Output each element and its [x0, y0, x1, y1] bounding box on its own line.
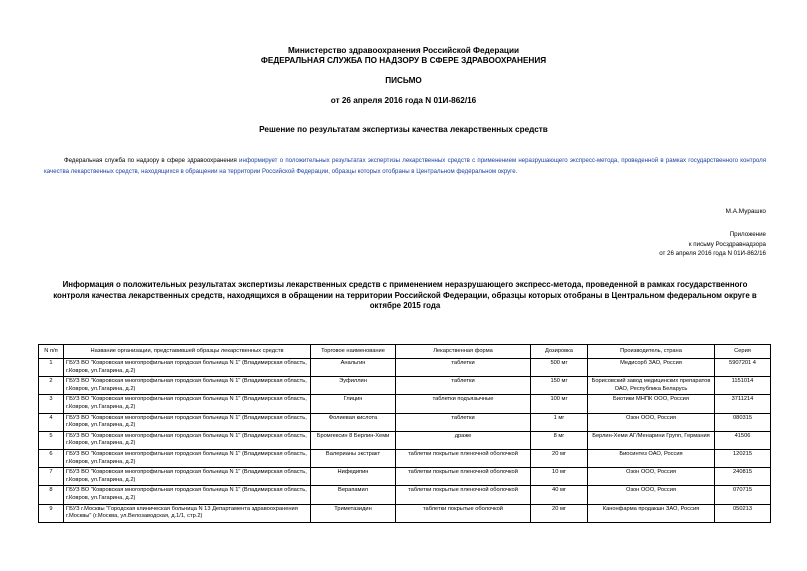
cell-manufacturer: Канонфарма продакшн ЗАО, Россия — [588, 504, 715, 522]
cell-manufacturer: Медисорб ЗАО, Россия — [588, 359, 715, 377]
table-row — [39, 504, 771, 522]
cell-dosage-form: таблетки покрытые пленочной оболочкой — [396, 449, 531, 467]
cell-organization: ГБУЗ ВО "Ковровская многопрофильная городская больница N 1" (Владимирская область, г.Ковров, ул.Гагарина, д.2) — [64, 377, 311, 395]
service-name: ФЕДЕРАЛЬНАЯ СЛУЖБА ПО НАДЗОРУ В СФЕРЕ ЗДРАВООХРАНЕНИЯ — [260, 56, 547, 65]
annex-title: Информация о положительных результатах экспертизы лекарственных средств с применением неразрушающего экспресс-метода, проведенной в рамках государственного контроля качества лекарственных средств, находящихся в обращении на территории Российской Федерации, образцы которых отобраны в Центральном федеральном округе в октябре 2015 года — [53, 280, 757, 310]
cell-dosage: 20 мг — [531, 504, 588, 522]
cell-dosage-form: таблетки подъязычные — [396, 395, 531, 413]
cell-dosage: 1 мг — [531, 413, 588, 431]
cell-dosage-form: таблетки — [396, 413, 531, 431]
table-row — [39, 377, 771, 395]
cell-series: 120215 — [715, 449, 771, 467]
cell-trade-name: Нифедипин — [311, 468, 396, 486]
cell-dosage-form: драже — [396, 431, 531, 449]
cell-organization: ГБУЗ ВО "Ковровская многопрофильная городская больница N 1" (Владимирская область, г.Ковров, ул.Гагарина, д.2) — [64, 486, 311, 504]
cell-number: 1 — [39, 359, 64, 377]
appendix-line-1: Приложение — [729, 231, 766, 238]
ministry-name: Министерство здравоохранения Российской Федерации — [287, 46, 520, 55]
table-row — [39, 468, 771, 486]
cell-manufacturer: Биотики МНПК ООО, Россия — [588, 395, 715, 413]
cell-trade-name: Глицин — [311, 395, 396, 413]
cell-number: 5 — [39, 431, 64, 449]
cell-number: 4 — [39, 413, 64, 431]
document-type: ПИСЬМО — [385, 76, 422, 85]
cell-series: 240815 — [715, 468, 771, 486]
table-row — [39, 359, 771, 377]
cell-dosage-form: таблетки покрытые пленочной оболочкой — [396, 486, 531, 504]
cell-trade-name: Анальгин — [311, 359, 396, 377]
cell-dosage-form: таблетки — [396, 359, 531, 377]
cell-organization: ГБУЗ ВО "Ковровская многопрофильная городская больница N 1" (Владимирская область, г.Ковров, ул.Гагарина, д.2) — [64, 431, 311, 449]
cell-dosage: 10 мг — [531, 468, 588, 486]
table-row — [39, 486, 771, 504]
cell-dosage: 150 мг — [531, 377, 588, 395]
cell-manufacturer: Озон ООО, Россия — [588, 413, 715, 431]
cell-dosage: 100 мг — [531, 395, 588, 413]
cell-trade-name: Верапамил — [311, 486, 396, 504]
cell-series: 1151014 — [715, 377, 771, 395]
cell-series: 050213 — [715, 504, 771, 522]
signer-name: М.А.Мурашко — [725, 208, 766, 215]
cell-manufacturer: Озон ООО, Россия — [588, 468, 715, 486]
cell-organization: ГБУЗ ВО "Ковровская многопрофильная городская больница N 1" (Владимирская область, г.Ковров, ул.Гагарина, д.2) — [64, 359, 311, 377]
cell-dosage: 40 мг — [531, 486, 588, 504]
cell-dosage: 20 мг — [531, 449, 588, 467]
cell-trade-name: Эуфиллин — [311, 377, 396, 395]
table-row — [39, 449, 771, 467]
cell-manufacturer: Биосинтез ОАО, Россия — [588, 449, 715, 467]
cell-number: 7 — [39, 468, 64, 486]
cell-series: 3711214 — [715, 395, 771, 413]
cell-organization: ГБУЗ г.Москвы "Городская клиническая больница N 13 Департамента здравоохранения г.Москвы" (г.Москва, ул.Велозаводская, д.1/1, стр.2) — [64, 504, 311, 522]
table-row — [39, 413, 771, 431]
results-table — [38, 344, 771, 523]
table-row — [39, 431, 771, 449]
cell-series: 41506 — [715, 431, 771, 449]
header-dosage: Дозировка — [531, 345, 588, 359]
cell-organization: ГБУЗ ВО "Ковровская многопрофильная городская больница N 1" (Владимирская область, г.Ковров, ул.Гагарина, д.2) — [64, 468, 311, 486]
cell-number: 8 — [39, 486, 64, 504]
cell-manufacturer: Берлин-Хеми АГ/Менарини Групп, Германия — [588, 431, 715, 449]
cell-series: 070715 — [715, 486, 771, 504]
cell-dosage: 8 мг — [531, 431, 588, 449]
cell-trade-name: Бромгексин 8 Берлин-Хеми — [311, 431, 396, 449]
appendix-block — [659, 230, 766, 259]
cell-number: 2 — [39, 377, 64, 395]
cell-dosage: 500 мг — [531, 359, 588, 377]
cell-series: 080315 — [715, 413, 771, 431]
cell-dosage-form: таблетки покрытые оболочкой — [396, 504, 531, 522]
cell-organization: ГБУЗ ВО "Ковровская многопрофильная городская больница N 1" (Владимирская область, г.Ковров, ул.Гагарина, д.2) — [64, 395, 311, 413]
cell-trade-name: Фолиевая кислота — [311, 413, 396, 431]
cell-manufacturer: Борисовский завод медицинских препаратов ОАО, Республика Беларусь — [588, 377, 715, 395]
document-subject: Решение по результатам экспертизы качества лекарственных средств — [259, 125, 548, 134]
cell-manufacturer: Озон ООО, Россия — [588, 486, 715, 504]
cell-series: 5907201 4 — [715, 359, 771, 377]
table-row — [39, 395, 771, 413]
header-series: Серия — [715, 345, 771, 359]
table-header-row — [39, 345, 771, 359]
header-number: N п/п — [39, 345, 64, 359]
cell-trade-name: Триметазидин — [311, 504, 396, 522]
cell-dosage-form: таблетки покрытые пленочной оболочкой — [396, 468, 531, 486]
intro-paragraph — [44, 155, 766, 177]
header-manufacturer: Производитель, страна — [588, 345, 715, 359]
appendix-line-2: к письму Росздравнадзора — [688, 240, 766, 248]
header-trade-name: Торговое наименование — [311, 345, 396, 359]
header-dosage-form: Лекарственная форма — [396, 345, 531, 359]
intro-lead: Федеральная служба по надзору в сфере здравоохранения — [64, 157, 240, 164]
cell-dosage-form: таблетки — [396, 377, 531, 395]
document-date-number: от 26 апреля 2016 года N 01И-862/16 — [330, 96, 477, 105]
appendix-line-3: от 26 апреля 2016 года N 01И-862/16 — [659, 250, 766, 257]
cell-organization: ГБУЗ ВО "Ковровская многопрофильная городская больница N 1" (Владимирская область, г.Ковров, ул.Гагарина, д.2) — [64, 449, 311, 467]
cell-number: 3 — [39, 395, 64, 413]
intro-link-text[interactable]: информирует о положительных результатах экспертизы лекарственных средств с применением неразрушающего экспресс-метода, проведенной в рамках государственного контроля качества лекарственных средств, находящихся в обращении на территории Российской Федерации, образцы которых отобраны в Центральном федеральном округе. — [44, 157, 766, 175]
header-organization: Название организации, представившей образцы лекарственных средств — [64, 345, 311, 359]
cell-number: 6 — [39, 449, 64, 467]
cell-trade-name: Валерианы экстракт — [311, 449, 396, 467]
cell-organization: ГБУЗ ВО "Ковровская многопрофильная городская больница N 1" (Владимирская область, г.Ковров, ул.Гагарина, д.2) — [64, 413, 311, 431]
cell-number: 9 — [39, 504, 64, 522]
